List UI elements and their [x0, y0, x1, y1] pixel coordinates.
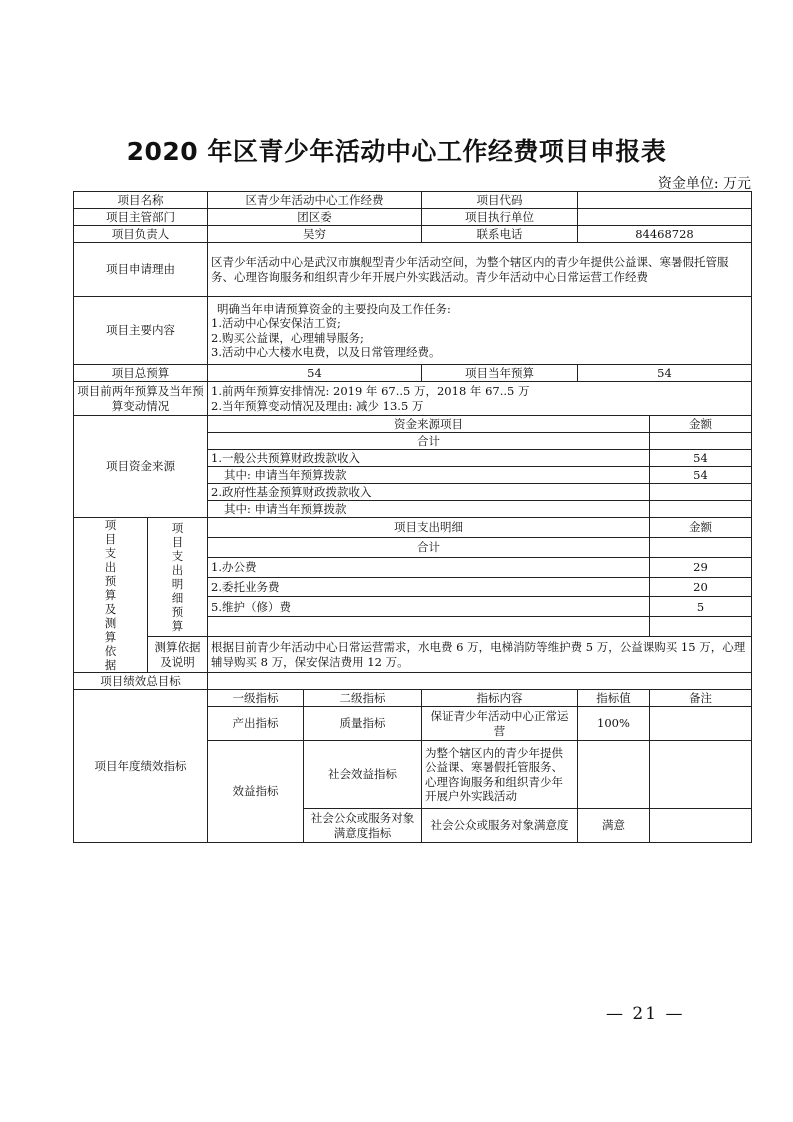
application-form-table	[73, 191, 752, 843]
funding-row-fund-sub: 其中: 申请当年预算拨款	[208, 501, 650, 518]
satisfaction-value: 满意	[578, 809, 650, 843]
expense-header-item: 项目支出明细	[208, 518, 650, 538]
social-benefit-value	[578, 741, 650, 809]
budget-change-line: 1.前两年预算安排情况: 2019 年 67..5 万，2018 年 67..5 万	[211, 384, 530, 399]
expense-row-empty	[208, 617, 650, 637]
funding-total-label: 合计	[208, 433, 650, 450]
executing-unit-label: 项目执行单位	[422, 209, 578, 226]
social-benefit-content: 为整个辖区内的青少年提供公益课、寒暑假托管服务、心理咨询服务和组织青少年开展户外实践活动	[422, 741, 578, 809]
project-code-label: 项目代码	[422, 192, 578, 209]
executing-unit-value	[578, 209, 752, 226]
expense-row-office-value: 29	[650, 557, 752, 577]
quality-indicator: 质量指标	[304, 707, 422, 741]
satisfaction-indicator: 社会公众或服务对象满意度指标	[304, 809, 422, 843]
expense-header-amount: 金额	[650, 518, 752, 538]
budget-change-label: 项目前两年预算及当年预算变动情况	[74, 382, 208, 416]
performance-goal-value	[208, 673, 752, 690]
project-code-value	[578, 192, 752, 209]
output-indicator: 产出指标	[208, 707, 304, 741]
page-number: — 21 —	[606, 1004, 685, 1024]
satisfaction-remark	[650, 809, 752, 843]
funding-row-general-value: 54	[650, 450, 752, 467]
expense-row-empty-value	[650, 617, 752, 637]
calculation-basis-text: 根据目前青少年活动中心日常运营需求，水电费 6 万，电梯消防等维护费 5 万，公益课购买 15 万，心理辅导购买 8 万，保安保洁费用 12 万。	[208, 637, 752, 673]
funding-row-general-sub-value: 54	[650, 467, 752, 484]
satisfaction-content: 社会公众或服务对象满意度	[422, 809, 578, 843]
application-reason-text: 区青少年活动中心是武汉市旗舰型青少年活动空间，为整个辖区内的青少年提供公益课、寒暑假托管服务、心理咨询服务和组织青少年开展户外实践活动。青少年活动中心日常运营工作经费	[208, 243, 752, 297]
quality-indicator-content: 保证青少年活动中心正常运营	[422, 707, 578, 741]
indicator-header-value: 指标值	[578, 690, 650, 707]
funding-row-fund-value	[650, 484, 752, 501]
main-content-text	[208, 297, 752, 365]
expense-row-commission-value: 20	[650, 577, 752, 597]
funding-row-fund: 2.政府性基金预算财政拨款收入	[208, 484, 650, 501]
department-value: 团区委	[208, 209, 422, 226]
funding-header-item: 资金来源项目	[208, 416, 650, 433]
indicator-header-content: 指标内容	[422, 690, 578, 707]
performance-goal-label: 项目绩效总目标	[74, 673, 208, 690]
funding-row-general: 1.一般公共预算财政拨款收入	[208, 450, 650, 467]
funding-total-value	[650, 433, 752, 450]
indicator-header-level1: 一级指标	[208, 690, 304, 707]
funding-header-amount: 金额	[650, 416, 752, 433]
funding-row-fund-sub-value	[650, 501, 752, 518]
annual-indicator-label: 项目年度绩效指标	[74, 690, 208, 843]
expense-row-maintenance: 5.维护（修）费	[208, 597, 650, 617]
social-benefit-indicator: 社会效益指标	[304, 741, 422, 809]
expense-row-maintenance-value: 5	[650, 597, 752, 617]
social-benefit-remark	[650, 741, 752, 809]
budget-change-text	[208, 382, 752, 416]
indicator-header-level2: 二级指标	[304, 690, 422, 707]
total-budget-label: 项目总预算	[74, 365, 208, 382]
calculation-basis-label: 测算依据及说明	[148, 637, 208, 673]
budget-change-line: 2.当年预算变动情况及理由: 减少 13.5 万	[211, 398, 424, 413]
main-content-label: 项目主要内容	[74, 297, 208, 365]
expense-total-label: 合计	[208, 537, 650, 557]
expense-row-commission: 2.委托业务费	[208, 577, 650, 597]
phone-label: 联系电话	[422, 226, 578, 243]
indicator-header-remark: 备注	[650, 690, 752, 707]
expense-row-office: 1.办公费	[208, 557, 650, 577]
expense-total-value	[650, 537, 752, 557]
currency-unit: 资金单位: 万元	[657, 176, 751, 192]
main-content-line: 明确当年申请预算资金的主要投向及工作任务:	[217, 301, 451, 316]
benefit-indicator: 效益指标	[208, 741, 304, 843]
quality-indicator-remark	[650, 707, 752, 741]
current-year-budget-value: 54	[578, 365, 752, 382]
project-owner-value: 吴穷	[208, 226, 422, 243]
project-name-value: 区青少年活动中心工作经费	[208, 192, 422, 209]
funding-source-label: 项目资金来源	[74, 416, 208, 518]
current-year-budget-label: 项目当年预算	[422, 365, 578, 382]
application-reason-label: 项目申请理由	[74, 243, 208, 297]
main-content-line: 2.购买公益课，心理辅导服务;	[211, 330, 364, 345]
main-content-line: 1.活动中心保安保洁工资;	[211, 316, 341, 331]
phone-value: 84468728	[578, 226, 752, 243]
project-owner-label: 项目负责人	[74, 226, 208, 243]
project-name-label: 项目名称	[74, 192, 208, 209]
main-content-line: 3.活动中心大楼水电费，以及日常管理经费。	[211, 344, 441, 359]
funding-row-general-sub: 其中: 申请当年预算拨款	[208, 467, 650, 484]
total-budget-value: 54	[208, 365, 422, 382]
page-title: 2020 年区青少年活动中心工作经费项目申报表	[126, 137, 667, 166]
department-label: 项目主管部门	[74, 209, 208, 226]
expense-inner-label: 项目支出明细预算	[148, 518, 208, 637]
quality-indicator-value: 100%	[578, 707, 650, 741]
expense-outer-label: 项目支出预算及测算依据	[74, 518, 148, 673]
